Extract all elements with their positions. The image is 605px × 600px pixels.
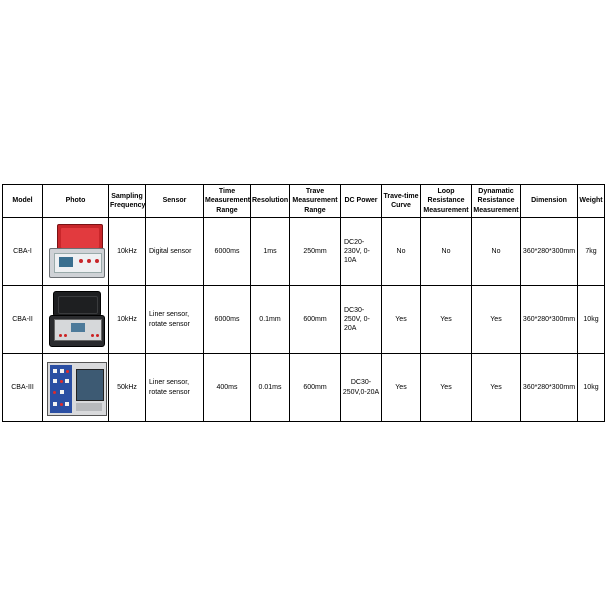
cell-loop: No [421,218,472,286]
cell-model: CBA-III [3,354,43,422]
cell-model: CBA-I [3,218,43,286]
cell-dc-power: DC20-230V, 0-10A [341,218,382,286]
cell-weight: 10kg [578,354,605,422]
cell-weight: 10kg [578,286,605,354]
red-test-case-device-icon [47,224,105,280]
cell-sampling: 10kHz [109,218,146,286]
header-dimension: Dimension [521,185,578,218]
black-test-case-device-icon [47,291,105,349]
cell-curve: No [382,218,421,286]
cell-curve: Yes [382,354,421,422]
cell-photo [43,354,109,422]
cell-dimension: 360*280*300mm [521,286,578,354]
cell-dc-power: DC30-250V,0-20A [341,354,382,422]
spec-comparison-table [2,184,605,422]
cell-trave-range: 600mm [290,286,341,354]
cell-loop: Yes [421,354,472,422]
header-trave-time-curve: Trave-time Curve [382,185,421,218]
cell-curve: Yes [382,286,421,354]
header-model: Model [3,185,43,218]
header-row [3,185,605,218]
header-dc-power: DC Power [341,185,382,218]
header-sampling-frequency: Sampling Frequency [109,185,146,218]
cell-sensor: Digital sensor [146,218,204,286]
header-photo: Photo [43,185,109,218]
header-trave-measurement-range: Trave Measurement Range [290,185,341,218]
table-row [3,286,605,354]
cell-dynamic: Yes [472,354,521,422]
cell-time-range: 6000ms [204,218,251,286]
table-row [3,354,605,422]
cell-sensor: Liner sensor, rotate sensor [146,354,204,422]
cell-dimension: 360*280*300mm [521,218,578,286]
cell-dimension: 360*280*300mm [521,354,578,422]
blue-panel-device-icon [46,360,106,416]
header-resolution: Resolution [251,185,290,218]
cell-resolution: 1ms [251,218,290,286]
cell-trave-range: 250mm [290,218,341,286]
header-loop-resistance: Loop Resistance Measurement [421,185,472,218]
cell-resolution: 0.1mm [251,286,290,354]
cell-weight: 7kg [578,218,605,286]
cell-sensor: Liner sensor, rotate sensor [146,286,204,354]
table-row [3,218,605,286]
header-time-measurement-range: Time Measurement Range [204,185,251,218]
header-weight: Weight [578,185,605,218]
cell-sampling: 10kHz [109,286,146,354]
cell-loop: Yes [421,286,472,354]
cell-time-range: 6000ms [204,286,251,354]
cell-photo [43,218,109,286]
cell-time-range: 400ms [204,354,251,422]
cell-trave-range: 600mm [290,354,341,422]
cell-dynamic: Yes [472,286,521,354]
cell-model: CBA-II [3,286,43,354]
cell-photo [43,286,109,354]
cell-dc-power: DC30-250V, 0-20A [341,286,382,354]
header-sensor: Sensor [146,185,204,218]
cell-sampling: 50kHz [109,354,146,422]
cell-dynamic: No [472,218,521,286]
cell-resolution: 0.01ms [251,354,290,422]
header-dynamic-resistance: Dynamatic Resistance Measurement [472,185,521,218]
